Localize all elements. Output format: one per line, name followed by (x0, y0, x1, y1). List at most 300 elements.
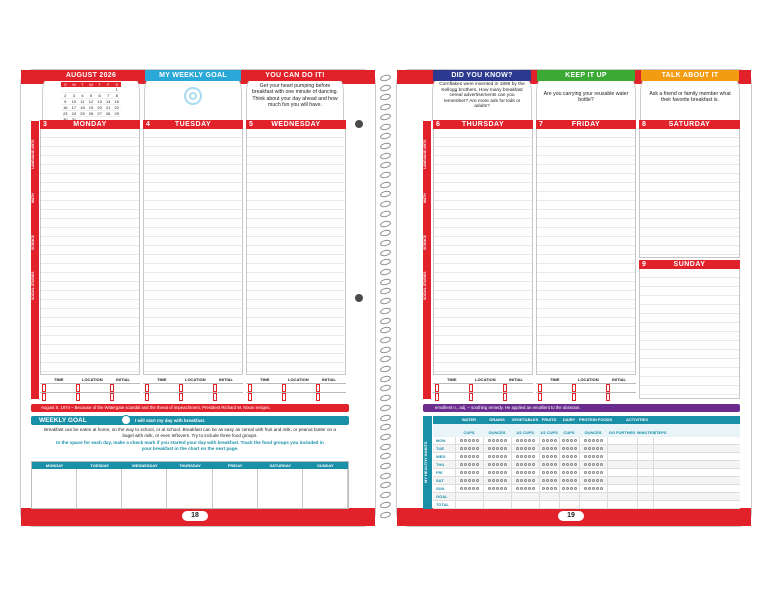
tracker-bubble[interactable] (566, 463, 569, 466)
tracker-bubble[interactable] (460, 463, 463, 466)
tracker-bubble[interactable] (584, 487, 587, 490)
tracker-cell[interactable] (539, 445, 559, 452)
tracker-cell[interactable] (539, 501, 559, 508)
tracker-bubble[interactable] (562, 447, 565, 450)
tracker-bubble[interactable] (562, 455, 565, 458)
tracker-bubble[interactable] (504, 455, 507, 458)
tracker-cell[interactable] (455, 437, 483, 444)
tracker-bubble[interactable] (516, 479, 519, 482)
tracker-bubble[interactable] (588, 471, 591, 474)
tracker-bubble[interactable] (570, 487, 573, 490)
tracker-cell[interactable] (511, 501, 539, 508)
tracker-bubble[interactable] (542, 447, 545, 450)
tracker-bubble[interactable] (574, 447, 577, 450)
tracker-cell[interactable] (637, 453, 653, 460)
tracker-cell[interactable] (579, 501, 607, 508)
tracker-bubble[interactable] (460, 439, 463, 442)
tracker-bubble[interactable] (524, 455, 527, 458)
tracker-cell[interactable] (483, 453, 511, 460)
tracker-cell[interactable] (483, 493, 511, 500)
tracker-bubble[interactable] (516, 447, 519, 450)
tracker-bubble[interactable] (546, 439, 549, 442)
tracker-cell[interactable] (607, 453, 637, 460)
tracker-bubble[interactable] (550, 439, 553, 442)
footer-marker-box[interactable] (145, 393, 149, 401)
tracker-bubble[interactable] (554, 439, 557, 442)
tracker-cell[interactable] (483, 477, 511, 484)
tracker-bubble[interactable] (504, 479, 507, 482)
tracker-bubble[interactable] (528, 463, 531, 466)
tracker-day-cell[interactable] (258, 469, 303, 508)
tracker-bubble[interactable] (570, 439, 573, 442)
tracker-bubble[interactable] (588, 487, 591, 490)
tracker-bubble[interactable] (554, 487, 557, 490)
tracker-cell[interactable] (455, 493, 483, 500)
footer-marker-box[interactable] (213, 393, 217, 401)
tracker-cell[interactable] (637, 485, 653, 492)
tracker-cell[interactable] (579, 469, 607, 476)
footer-marker-box[interactable] (316, 393, 320, 401)
tracker-bubble[interactable] (524, 463, 527, 466)
tracker-bubble[interactable] (476, 463, 479, 466)
footer-marker-box[interactable] (282, 393, 286, 401)
tracker-cell[interactable] (539, 453, 559, 460)
tracker-bubble[interactable] (532, 487, 535, 490)
tracker-bubble[interactable] (532, 479, 535, 482)
tracker-bubble[interactable] (472, 471, 475, 474)
tracker-cell[interactable] (559, 453, 579, 460)
tracker-bubble[interactable] (492, 447, 495, 450)
tracker-bubble[interactable] (496, 479, 499, 482)
tracker-bubble[interactable] (520, 455, 523, 458)
tracker-bubble[interactable] (524, 471, 527, 474)
footer-marker-box[interactable] (435, 384, 439, 392)
tracker-bubble[interactable] (542, 479, 545, 482)
tracker-bubble[interactable] (532, 447, 535, 450)
tracker-bubble[interactable] (588, 463, 591, 466)
tracker-bubble[interactable] (542, 487, 545, 490)
tracker-bubble[interactable] (520, 487, 523, 490)
tracker-bubble[interactable] (546, 447, 549, 450)
tracker-bubble[interactable] (588, 479, 591, 482)
tracker-bubble[interactable] (562, 471, 565, 474)
tracker-bubble[interactable] (550, 455, 553, 458)
footer-marker-box[interactable] (606, 393, 610, 401)
day-column[interactable] (40, 129, 140, 375)
tracker-cell[interactable] (455, 485, 483, 492)
tracker-bubble[interactable] (496, 439, 499, 442)
tracker-bubble[interactable] (588, 439, 591, 442)
tracker-bubble[interactable] (500, 479, 503, 482)
tracker-cell[interactable] (539, 485, 559, 492)
footer-marker-box[interactable] (248, 393, 252, 401)
footer-marker-box[interactable] (76, 384, 80, 392)
tracker-bubble[interactable] (460, 471, 463, 474)
tracker-cell[interactable] (455, 469, 483, 476)
footer-marker-box[interactable] (110, 393, 114, 401)
tracker-bubble[interactable] (476, 471, 479, 474)
tracker-day-cell[interactable] (77, 469, 122, 508)
tracker-bubble[interactable] (596, 463, 599, 466)
tracker-bubble[interactable] (574, 463, 577, 466)
tracker-cell[interactable] (579, 485, 607, 492)
tracker-cell[interactable] (653, 461, 667, 468)
tracker-cell[interactable] (607, 469, 637, 476)
footer-marker-box[interactable] (572, 393, 576, 401)
tracker-cell[interactable] (483, 461, 511, 468)
tracker-bubble[interactable] (584, 463, 587, 466)
tracker-bubble[interactable] (570, 471, 573, 474)
day-column[interactable] (246, 129, 346, 375)
tracker-bubble[interactable] (574, 455, 577, 458)
tracker-bubble[interactable] (476, 439, 479, 442)
tracker-bubble[interactable] (488, 479, 491, 482)
tracker-bubble[interactable] (574, 471, 577, 474)
tracker-bubble[interactable] (472, 463, 475, 466)
tracker-bubble[interactable] (524, 439, 527, 442)
tracker-cell[interactable] (455, 477, 483, 484)
tracker-cell[interactable] (559, 469, 579, 476)
tracker-cell[interactable] (559, 461, 579, 468)
tracker-cell[interactable] (579, 445, 607, 452)
footer-marker-box[interactable] (538, 393, 542, 401)
footer-marker-box[interactable] (606, 384, 610, 392)
tracker-cell[interactable] (579, 493, 607, 500)
tracker-cell[interactable] (559, 445, 579, 452)
tracker-cell[interactable] (637, 461, 653, 468)
tracker-bubble[interactable] (554, 471, 557, 474)
tracker-bubble[interactable] (464, 471, 467, 474)
tracker-bubble[interactable] (464, 487, 467, 490)
tracker-bubble[interactable] (570, 463, 573, 466)
tracker-bubble[interactable] (492, 471, 495, 474)
tracker-bubble[interactable] (550, 447, 553, 450)
tracker-bubble[interactable] (488, 487, 491, 490)
tracker-bubble[interactable] (554, 479, 557, 482)
tracker-bubble[interactable] (516, 487, 519, 490)
footer-marker-box[interactable] (316, 384, 320, 392)
tracker-bubble[interactable] (516, 463, 519, 466)
tracker-cell[interactable] (653, 445, 667, 452)
tracker-bubble[interactable] (596, 487, 599, 490)
tracker-bubble[interactable] (520, 471, 523, 474)
tracker-bubble[interactable] (492, 439, 495, 442)
tracker-bubble[interactable] (492, 463, 495, 466)
tracker-bubble[interactable] (570, 447, 573, 450)
tracker-bubble[interactable] (584, 447, 587, 450)
day-column[interactable] (639, 129, 740, 258)
tracker-bubble[interactable] (584, 455, 587, 458)
tracker-bubble[interactable] (570, 479, 573, 482)
tracker-cell[interactable] (511, 469, 539, 476)
tracker-bubble[interactable] (528, 439, 531, 442)
tracker-bubble[interactable] (476, 487, 479, 490)
tracker-bubble[interactable] (584, 479, 587, 482)
tracker-bubble[interactable] (488, 463, 491, 466)
tracker-bubble[interactable] (496, 487, 499, 490)
tracker-bubble[interactable] (472, 487, 475, 490)
tracker-day-cell[interactable] (303, 469, 348, 508)
tracker-day-cell[interactable] (213, 469, 258, 508)
tracker-bubble[interactable] (532, 439, 535, 442)
tracker-bubble[interactable] (554, 447, 557, 450)
tracker-bubble[interactable] (524, 487, 527, 490)
tracker-bubble[interactable] (516, 439, 519, 442)
tracker-cell[interactable] (483, 445, 511, 452)
tracker-bubble[interactable] (488, 447, 491, 450)
tracker-bubble[interactable] (496, 463, 499, 466)
tracker-bubble[interactable] (524, 447, 527, 450)
tracker-bubble[interactable] (566, 447, 569, 450)
tracker-bubble[interactable] (550, 463, 553, 466)
tracker-cell[interactable] (483, 469, 511, 476)
day-column[interactable] (639, 269, 740, 399)
tracker-bubble[interactable] (504, 487, 507, 490)
tracker-bubble[interactable] (592, 447, 595, 450)
tracker-bubble[interactable] (468, 463, 471, 466)
tracker-cell[interactable] (511, 493, 539, 500)
tracker-bubble[interactable] (600, 463, 603, 466)
tracker-bubble[interactable] (550, 487, 553, 490)
tracker-bubble[interactable] (520, 439, 523, 442)
footer-marker-box[interactable] (179, 393, 183, 401)
tracker-cell[interactable] (511, 437, 539, 444)
tracker-bubble[interactable] (520, 479, 523, 482)
tracker-bubble[interactable] (596, 455, 599, 458)
tracker-bubble[interactable] (496, 471, 499, 474)
footer-marker-box[interactable] (538, 384, 542, 392)
tracker-bubble[interactable] (500, 471, 503, 474)
tracker-bubble[interactable] (592, 487, 595, 490)
tracker-bubble[interactable] (464, 479, 467, 482)
tracker-bubble[interactable] (472, 439, 475, 442)
tracker-cell[interactable] (559, 437, 579, 444)
tracker-bubble[interactable] (574, 439, 577, 442)
tracker-bubble[interactable] (500, 439, 503, 442)
tracker-bubble[interactable] (520, 447, 523, 450)
tracker-bubble[interactable] (516, 455, 519, 458)
day-column[interactable] (143, 129, 243, 375)
tracker-bubble[interactable] (532, 463, 535, 466)
tracker-bubble[interactable] (600, 471, 603, 474)
tracker-cell[interactable] (653, 453, 667, 460)
tracker-cell[interactable] (455, 445, 483, 452)
tracker-bubble[interactable] (592, 479, 595, 482)
tracker-cell[interactable] (637, 437, 653, 444)
tracker-cell[interactable] (653, 501, 667, 508)
tracker-bubble[interactable] (464, 463, 467, 466)
tracker-cell[interactable] (607, 493, 637, 500)
tracker-bubble[interactable] (566, 479, 569, 482)
tracker-bubble[interactable] (468, 455, 471, 458)
tracker-bubble[interactable] (492, 479, 495, 482)
tracker-bubble[interactable] (476, 455, 479, 458)
tracker-bubble[interactable] (528, 479, 531, 482)
tracker-bubble[interactable] (596, 447, 599, 450)
tracker-bubble[interactable] (488, 471, 491, 474)
tracker-cell[interactable] (511, 485, 539, 492)
tracker-bubble[interactable] (596, 471, 599, 474)
footer-marker-box[interactable] (179, 384, 183, 392)
footer-marker-box[interactable] (42, 384, 46, 392)
tracker-cell[interactable] (455, 453, 483, 460)
footer-marker-box[interactable] (213, 384, 217, 392)
footer-marker-box[interactable] (572, 384, 576, 392)
footer-marker-box[interactable] (145, 384, 149, 392)
tracker-cell[interactable] (559, 485, 579, 492)
tracker-cell[interactable] (607, 485, 637, 492)
tracker-cell[interactable] (483, 485, 511, 492)
day-column[interactable] (433, 129, 533, 375)
footer-marker-box[interactable] (76, 393, 80, 401)
tracker-cell[interactable] (579, 461, 607, 468)
tracker-bubble[interactable] (460, 487, 463, 490)
tracker-bubble[interactable] (550, 479, 553, 482)
tracker-day-cell[interactable] (167, 469, 212, 508)
tracker-cell[interactable] (637, 501, 653, 508)
tracker-bubble[interactable] (504, 447, 507, 450)
tracker-cell[interactable] (539, 469, 559, 476)
tracker-bubble[interactable] (554, 463, 557, 466)
tracker-bubble[interactable] (464, 455, 467, 458)
tracker-bubble[interactable] (528, 471, 531, 474)
tracker-bubble[interactable] (542, 455, 545, 458)
tracker-cell[interactable] (559, 501, 579, 508)
tracker-cell[interactable] (637, 445, 653, 452)
tracker-bubble[interactable] (504, 463, 507, 466)
tracker-bubble[interactable] (468, 487, 471, 490)
tracker-bubble[interactable] (546, 487, 549, 490)
tracker-bubble[interactable] (600, 487, 603, 490)
tracker-bubble[interactable] (574, 479, 577, 482)
tracker-bubble[interactable] (566, 455, 569, 458)
tracker-day-cell[interactable] (32, 469, 77, 508)
footer-marker-box[interactable] (469, 393, 473, 401)
tracker-bubble[interactable] (546, 463, 549, 466)
footer-marker-box[interactable] (248, 384, 252, 392)
tracker-bubble[interactable] (566, 487, 569, 490)
tracker-bubble[interactable] (492, 455, 495, 458)
tracker-bubble[interactable] (584, 471, 587, 474)
tracker-bubble[interactable] (476, 479, 479, 482)
footer-marker-box[interactable] (469, 384, 473, 392)
tracker-cell[interactable] (559, 477, 579, 484)
tracker-bubble[interactable] (472, 447, 475, 450)
tracker-bubble[interactable] (546, 479, 549, 482)
tracker-bubble[interactable] (570, 455, 573, 458)
tracker-bubble[interactable] (566, 439, 569, 442)
tracker-day-cell[interactable] (122, 469, 167, 508)
tracker-bubble[interactable] (500, 463, 503, 466)
tracker-cell[interactable] (483, 501, 511, 508)
tracker-cell[interactable] (511, 461, 539, 468)
footer-marker-box[interactable] (503, 393, 507, 401)
tracker-cell[interactable] (653, 437, 667, 444)
tracker-bubble[interactable] (542, 463, 545, 466)
tracker-bubble[interactable] (592, 463, 595, 466)
tracker-bubble[interactable] (600, 455, 603, 458)
tracker-bubble[interactable] (488, 455, 491, 458)
tracker-bubble[interactable] (468, 439, 471, 442)
tracker-cell[interactable] (653, 469, 667, 476)
tracker-cell[interactable] (637, 469, 653, 476)
tracker-bubble[interactable] (528, 487, 531, 490)
footer-marker-box[interactable] (42, 393, 46, 401)
tracker-bubble[interactable] (468, 479, 471, 482)
tracker-bubble[interactable] (516, 471, 519, 474)
tracker-bubble[interactable] (562, 463, 565, 466)
tracker-bubble[interactable] (584, 439, 587, 442)
tracker-bubble[interactable] (562, 479, 565, 482)
tracker-bubble[interactable] (496, 447, 499, 450)
tracker-bubble[interactable] (460, 447, 463, 450)
tracker-cell[interactable] (483, 437, 511, 444)
tracker-bubble[interactable] (460, 479, 463, 482)
tracker-bubble[interactable] (500, 447, 503, 450)
tracker-bubble[interactable] (554, 455, 557, 458)
tracker-cell[interactable] (511, 477, 539, 484)
footer-marker-box[interactable] (503, 384, 507, 392)
tracker-bubble[interactable] (528, 455, 531, 458)
tracker-bubble[interactable] (500, 487, 503, 490)
tracker-cell[interactable] (539, 493, 559, 500)
tracker-bubble[interactable] (488, 439, 491, 442)
tracker-bubble[interactable] (468, 471, 471, 474)
tracker-bubble[interactable] (492, 487, 495, 490)
tracker-bubble[interactable] (588, 455, 591, 458)
tracker-cell[interactable] (579, 453, 607, 460)
tracker-bubble[interactable] (476, 447, 479, 450)
tracker-bubble[interactable] (574, 487, 577, 490)
tracker-bubble[interactable] (592, 471, 595, 474)
tracker-bubble[interactable] (524, 479, 527, 482)
day-column[interactable] (536, 129, 636, 375)
tracker-cell[interactable] (455, 501, 483, 508)
tracker-cell[interactable] (607, 461, 637, 468)
tracker-cell[interactable] (653, 493, 667, 500)
tracker-bubble[interactable] (520, 463, 523, 466)
tracker-bubble[interactable] (550, 471, 553, 474)
tracker-cell[interactable] (607, 445, 637, 452)
tracker-bubble[interactable] (472, 479, 475, 482)
tracker-cell[interactable] (511, 445, 539, 452)
tracker-cell[interactable] (653, 485, 667, 492)
tracker-cell[interactable] (559, 493, 579, 500)
tracker-cell[interactable] (539, 461, 559, 468)
tracker-bubble[interactable] (592, 439, 595, 442)
tracker-bubble[interactable] (562, 439, 565, 442)
tracker-bubble[interactable] (600, 447, 603, 450)
tracker-bubble[interactable] (600, 479, 603, 482)
tracker-cell[interactable] (607, 501, 637, 508)
tracker-bubble[interactable] (588, 447, 591, 450)
tracker-bubble[interactable] (464, 447, 467, 450)
tracker-bubble[interactable] (504, 471, 507, 474)
tracker-bubble[interactable] (528, 447, 531, 450)
tracker-bubble[interactable] (500, 455, 503, 458)
footer-marker-box[interactable] (282, 384, 286, 392)
tracker-cell[interactable] (455, 461, 483, 468)
tracker-bubble[interactable] (600, 439, 603, 442)
tracker-bubble[interactable] (562, 487, 565, 490)
tracker-cell[interactable] (539, 437, 559, 444)
tracker-cell[interactable] (539, 477, 559, 484)
tracker-cell[interactable] (607, 437, 637, 444)
tracker-cell[interactable] (607, 477, 637, 484)
footer-marker-box[interactable] (110, 384, 114, 392)
tracker-cell[interactable] (637, 493, 653, 500)
tracker-bubble[interactable] (546, 455, 549, 458)
